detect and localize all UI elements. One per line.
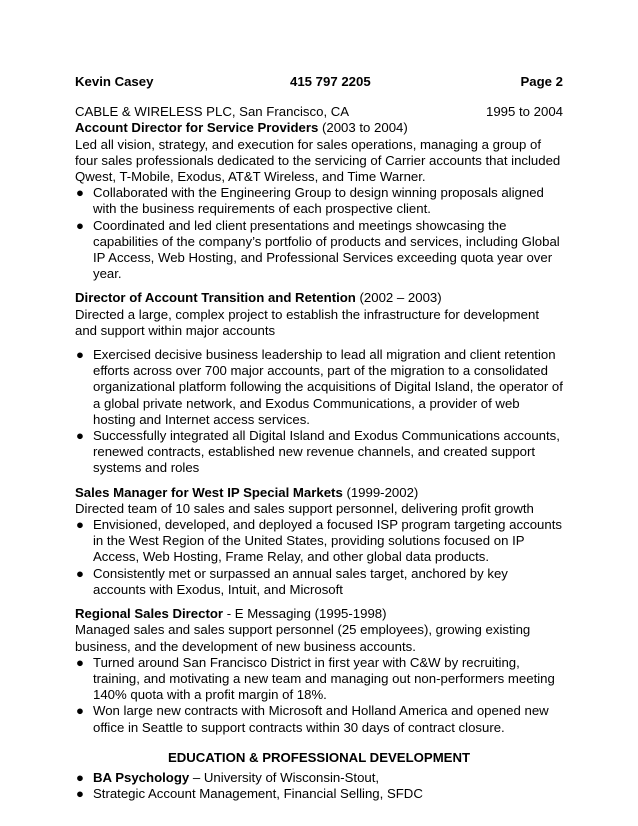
bullet-text: Won large new contracts with Microsoft and Holland America and opened new office in Seattle to support contracts within 30 days of contract closure. [93, 703, 549, 735]
role-summary: Directed a large, complex project to establish the infrastructure for development and support within major accounts [75, 306, 539, 338]
role-title: Regional Sales Director [75, 606, 224, 622]
role-dates: - E Messaging (1995-1998) [223, 606, 387, 622]
role-section [75, 290, 563, 476]
education-item [75, 770, 563, 786]
role-dates: (2003 to 2004) [318, 120, 408, 136]
role-summary: Led all vision, strategy, and execution for sales operations, managing a group of four sales professionals dedicated to the servicing of Carrier accounts that included Qwest, T-Mobile, Exodus, AT&T Wireless, and Time Warner. [75, 136, 561, 185]
education-heading: EDUCATION & PROFESSIONAL DEVELOPMENT [167, 749, 471, 765]
bullet-item [75, 655, 563, 704]
bullet-text: Coordinated and led client presentations and meetings showcasing the capabilities of the company’s portfolio of products and services, including Global IP Access, Web Hosting, and Professional Services exceeding quota year over year. [93, 217, 560, 282]
bullet-icon: ● [76, 769, 84, 785]
role-heading [75, 485, 563, 501]
role-dates: (1999-2002) [342, 484, 419, 500]
header-page-number: Page 2 [520, 74, 563, 89]
bullet-text: Collaborated with the Engineering Group to design winning proposals aligned with the business requirements of each prospective client. [93, 185, 544, 217]
bullet-icon: ● [76, 654, 84, 670]
role-bullets [75, 347, 563, 477]
bullet-item [75, 517, 563, 566]
bullet-text: Exercised decisive business leadership to lead all migration and client retention efforts across over 700 major accounts, part of the migration to a consolidated organizational platform following the acquisitions of Digital Island, the operator of a global private network, and Exodus Communications, a provider of web hosting and Internet access services. [93, 347, 563, 427]
bullet-item [75, 347, 563, 428]
bullet-text: Envisioned, developed, and deployed a focused ISP program targeting accounts in the West Region of the United States, providing solutions focused on IP Access, Web Hosting, Frame Relay, and other global data products. [93, 517, 562, 565]
company-line [75, 104, 563, 120]
bullet-icon: ● [76, 347, 84, 363]
role-title: Director of Account Transition and Retention [75, 290, 356, 306]
role-title: Sales Manager for West IP Special Markets [75, 484, 343, 500]
role-summary: Directed team of 10 sales and sales support personnel, delivering profit growth [75, 500, 534, 516]
resume-page [75, 74, 563, 802]
bullet-item [75, 703, 563, 735]
role-section [75, 120, 563, 282]
bullet-text: Consistently met or surpassed an annual sales target, anchored by key accounts with Exodus, Intuit, and Microsoft [93, 565, 508, 597]
role-dates: (2002 – 2003) [355, 290, 442, 306]
education-item [75, 786, 563, 802]
role-heading [75, 606, 563, 622]
education-list [75, 770, 563, 802]
role-section [75, 485, 563, 598]
company-name: CABLE & WIRELESS PLC, San Francisco, CA [75, 104, 350, 120]
role-heading [75, 290, 563, 306]
bullet-icon: ● [76, 217, 84, 233]
bullet-icon: ● [76, 703, 84, 719]
role-heading [75, 120, 563, 136]
page-header [75, 74, 563, 90]
role-bullets [75, 185, 563, 282]
bullet-item [75, 566, 563, 598]
role-bullets [75, 517, 563, 598]
role-summary: Managed sales and sales support personnel (25 employees), growing existing business, and the development of new business accounts. [75, 622, 531, 654]
bullet-icon: ● [76, 786, 84, 802]
bullet-icon: ● [76, 565, 84, 581]
header-phone: 415 797 2205 [290, 74, 371, 89]
bullet-icon: ● [76, 185, 84, 201]
company-dates: 1995 to 2004 [485, 104, 563, 120]
role-section [75, 606, 563, 736]
role-bullets [75, 655, 563, 736]
bullet-text: Successfully integrated all Digital Island and Exodus Communications accounts, renewed contracts, established new revenue channels, and created support systems and roles [93, 428, 560, 476]
degree-school: – University of Wisconsin-Stout, [189, 769, 380, 785]
bullet-item [75, 185, 563, 217]
degree-title: BA Psychology [93, 769, 190, 785]
bullet-icon: ● [76, 428, 84, 444]
bullet-text: Turned around San Francisco District in first year with C&W by recruiting, training, and motivating a new team and managing out non-performers meeting 140% quota with a profit margin of 18%. [93, 654, 555, 703]
header-name: Kevin Casey [75, 74, 154, 89]
role-title: Account Director for Service Providers [75, 120, 319, 136]
bullet-item [75, 218, 563, 283]
bullet-item [75, 428, 563, 477]
bullet-icon: ● [76, 517, 84, 533]
training-list: Strategic Account Management, Financial Selling, SFDC [93, 786, 423, 802]
